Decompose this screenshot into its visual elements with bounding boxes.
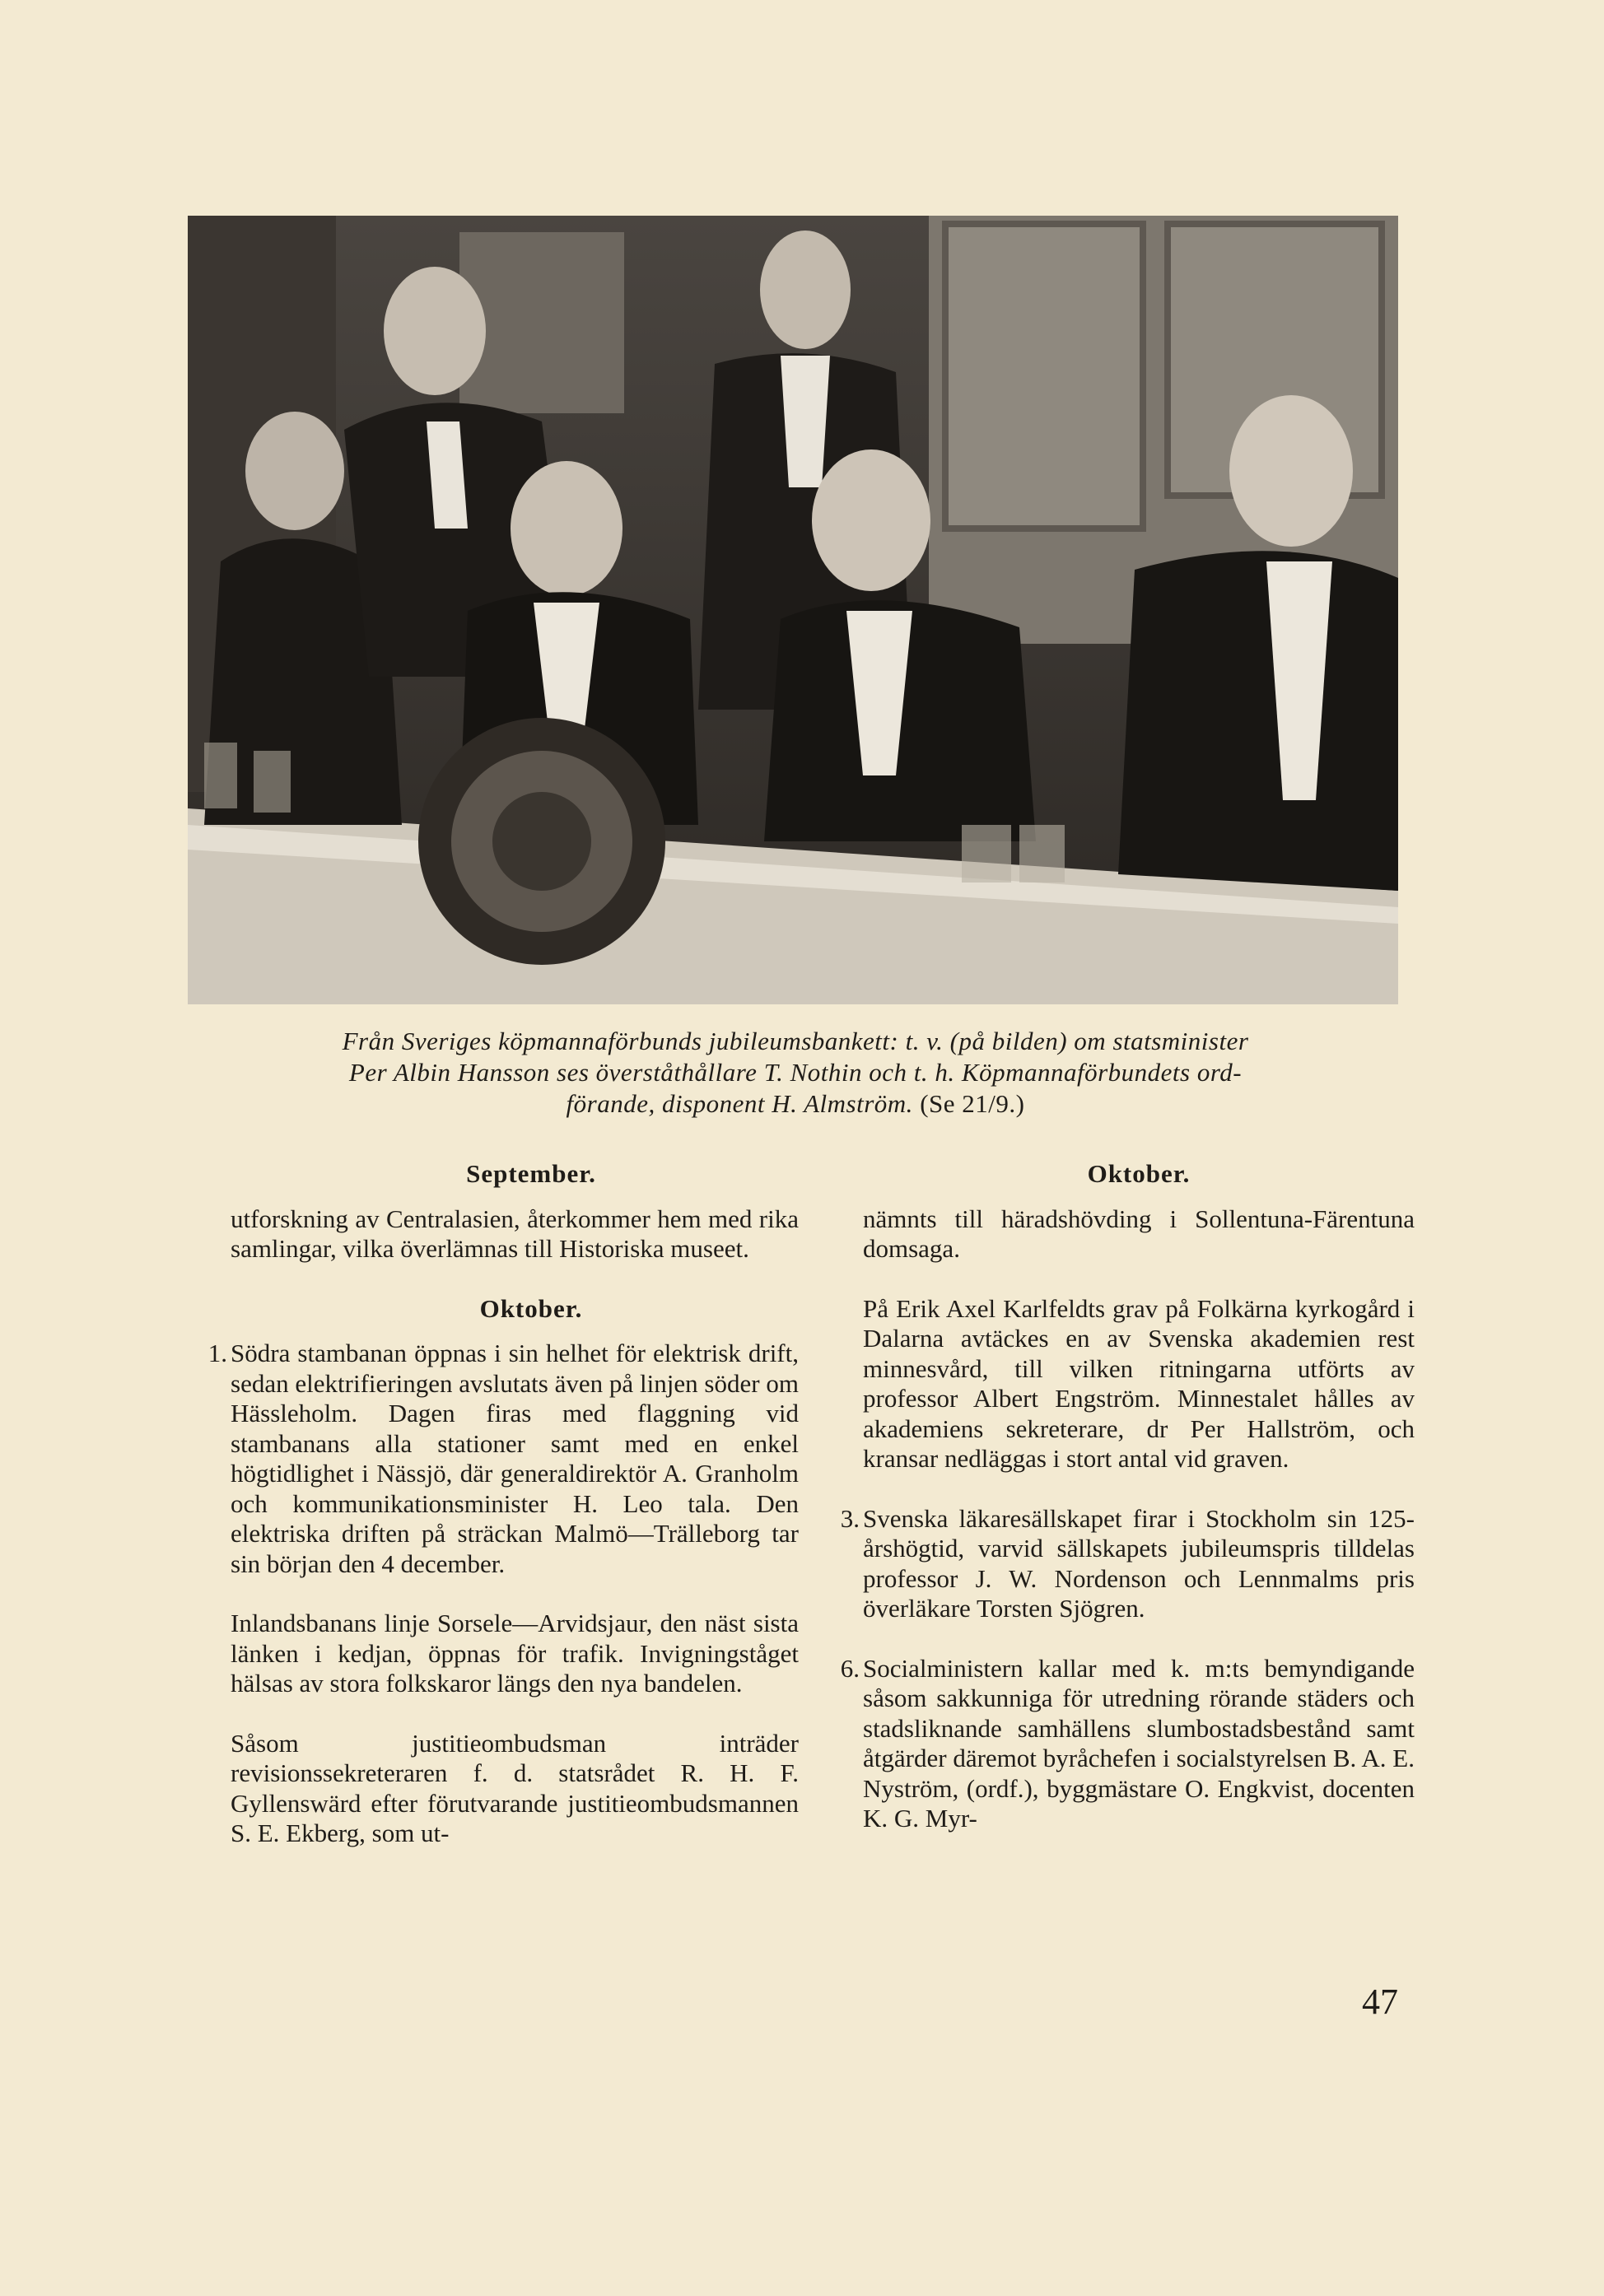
entry-day-1 [207, 1339, 799, 1579]
month-heading-october-right: Oktober. [1087, 1159, 1191, 1188]
right-paragraph-1: nämnts till häradshövding i Sollentuna-Färentuna domsaga. [863, 1204, 1415, 1263]
entry-day-number: 6. [840, 1653, 860, 1683]
caption-line-3 [194, 1088, 1397, 1120]
page-number: 47 [1362, 1982, 1398, 2022]
photo-caption [194, 1026, 1397, 1120]
month-heading-october-left: Oktober. [479, 1293, 583, 1323]
left-paragraph-3: Såsom justitieombudsman inträder revisionssekreteraren f. d. statsrådet R. H. F. Gyllenswärd efter förutvarande justitieombudsmannen S. E. Ekberg, som ut- [231, 1728, 799, 1847]
left-paragraph-2: Inlandsbanans linje Sorsele—Arvidsjaur, den näst sista länken i kedjan, öppnas för trafik. Invigningståget hälsas av stora folkskaror längs den nya bandelen. [231, 1609, 799, 1698]
right-paragraph-2: På Erik Axel Karlfeldts grav på Folkärna kyrkogård i Dalarna avtäckes en av Svenska akademien rest minnesvård, till vilken ritningarna utförts av professor Albert Engström. Minnestalet hålles av akademiens sekreterare, dr Per Hallström, och kransar nedläggas i stort antal vid graven. [863, 1293, 1415, 1473]
entry-day-number: 1. [207, 1339, 227, 1367]
right-column [840, 1159, 1415, 1864]
caption-line-1: Från Sveriges köpmannaförbunds jubileumsbankett: t. v. (på bilden) om statsminister [342, 1027, 1249, 1055]
entry-day-6 [840, 1653, 1415, 1834]
photo-image [188, 216, 1398, 1004]
caption-line-2: Per Albin Hansson ses överståthållare T. Nothin och t. h. Köpmannaförbundets ord- [348, 1058, 1243, 1087]
entry-text: Svenska läkaresällskapet firar i Stockholm sin 125-årshögtid, varvid sällskapets jubileumspris tilldelas professor J. W. Nordenson och Lennmalms pris överläkare Torsten Sjögren. [863, 1503, 1415, 1623]
entry-day-number: 3. [840, 1503, 860, 1533]
entry-text: Södra stambanan öppnas i sin helhet för elektrisk drift, sedan elektrifieringen avslutats även på linjen söder om Hässleholm. Dagen firas med flaggning vid stambanans alla stationer samt med en enkel högtidlighet i Nässjö, där generaldirektör A. Granholm och kommunikationsminister H. Leo tala. Den elektriska driften på sträckan Malmö—Trälleborg tar sin början den 4 december. [231, 1339, 799, 1578]
caption-line-3-text: förande, disponent H. Almström. [566, 1089, 913, 1118]
left-column [207, 1159, 799, 1879]
caption-reference: (Se 21/9.) [920, 1089, 1025, 1118]
left-paragraph-1: utforskning av Centralasien, återkommer hem med rika samlingar, vilka överlämnas till Historiska museet. [231, 1204, 799, 1263]
entry-day-3 [840, 1503, 1415, 1624]
month-heading-september: September. [466, 1159, 596, 1188]
entry-text: Socialministern kallar med k. m:ts bemyndigande såsom sakkunniga för utredning rörande städers och stadsliknande samhällens slumbostadsbestånd samt åtgärder däremot byråchefen i socialstyrelsen B. A. E. Nyström, (ordf.), byggmästare O. Engkvist, docenten K. G. Myr- [863, 1653, 1415, 1833]
banquet-photo [188, 216, 1398, 1004]
